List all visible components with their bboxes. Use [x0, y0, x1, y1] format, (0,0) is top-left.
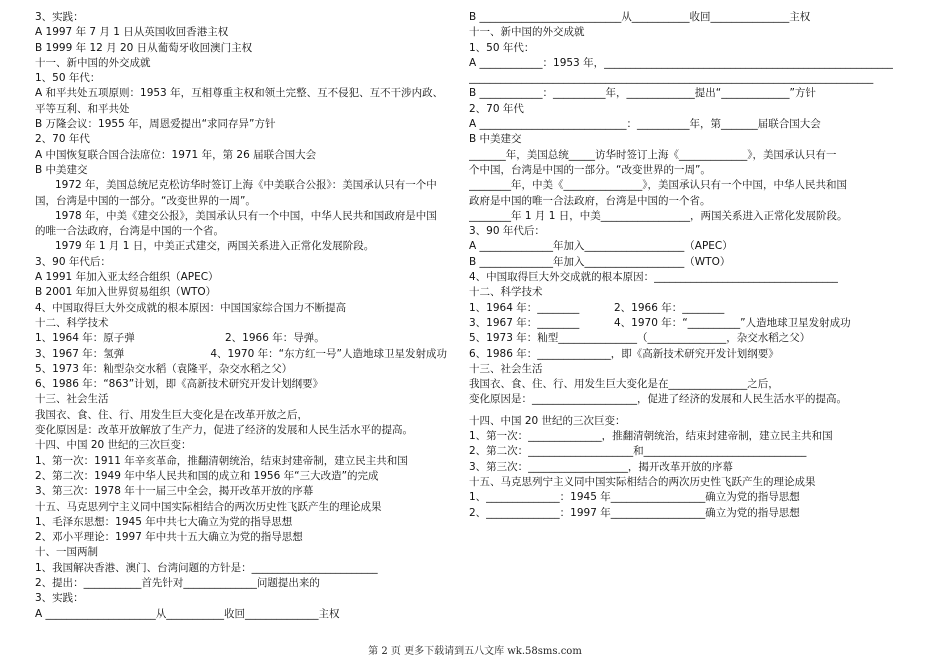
- section-heading: 十五、马克思列宁主义同中国实际相结合的两次历史性飞跃产生的理论成果: [469, 475, 816, 488]
- text-line: 的唯一合法政府，台湾是中国的一个省。: [35, 225, 224, 238]
- text-line: A _____________________从___________收回______________主权: [35, 607, 340, 620]
- section-heading: 十一、新中国的外交成就: [35, 56, 151, 69]
- text-line: 5、1973 年：籼型_______________（_______________，杂交水稻之父）: [469, 332, 811, 345]
- text-cell: 1、1964 年：原子弹: [35, 332, 135, 345]
- text-line: 3、实践：: [35, 11, 84, 23]
- section-heading: 十四、中国 20 世纪的三次巨变：: [35, 439, 192, 452]
- section-heading: 十五、马克思列宁主义同中国实际相结合的两次历史性飞跃产生的理论成果: [35, 500, 382, 513]
- text-line: 我国衣、食、住、行、用发生巨大变化是在改革开放之后，: [35, 408, 308, 421]
- text-line: 1、毛泽东思想：1945 年中共七大确立为党的指导思想: [35, 515, 293, 528]
- page-footer: 第 2 页 更多下载请到五八文库 wk.58sms.com: [368, 646, 582, 657]
- text-line: B 中美建交: [35, 163, 88, 176]
- text-line: A 1997 年 7 月 1 日从英国收回香港主权: [35, 26, 229, 39]
- text-line: 1、我国解决香港、澳门、台湾问题的方针是：________________________: [35, 561, 378, 574]
- text-line: 1、第一次：1911 年辛亥革命，推翻清朝统治，结束封建帝制，建立民主共和国: [35, 454, 408, 467]
- text-line: 2、70 年代: [35, 133, 90, 146]
- text-line: B 中美建交: [469, 133, 522, 146]
- text-line: 2、第二次：1949 年中华人民共和国的成立和 1956 年“三大改造”的完成: [35, 469, 379, 482]
- text-line: 我国衣、食、住、行、用发生巨大变化是在_______________之后，: [469, 378, 779, 391]
- text-line: 1979 年 1 月 1 日，中美正式建交，两国关系进入正常化发展阶段。: [55, 240, 375, 253]
- text-line: 4、中国取得巨大外交成就的根本原因：中国国家综合国力不断提高: [35, 301, 347, 314]
- text-line: 3、90 年代后：: [469, 225, 545, 238]
- text-row: [35, 347, 447, 362]
- text-line: 3、第三次：1978 年十一届三中全会，揭开改革开放的序幕: [35, 485, 314, 498]
- text-line: 4、中国取得巨大外交成就的根本原因：___________________________________: [469, 271, 838, 284]
- text-line: 平等互利、和平共处: [35, 102, 130, 115]
- text-line: ________年 1 月 1 日，中美_________________，两国关系进入正常化发展阶段。: [469, 209, 848, 222]
- text-line: ________年，中美《_______________》，美国承认只有一个中国，中华人民共和国: [469, 179, 847, 192]
- text-line: 3、第三次：___________________，揭开改革开放的序幕: [469, 460, 733, 473]
- text-cell: 3、1967 年：氢弹: [35, 347, 125, 360]
- text-cell: 2、1966 年：________: [614, 301, 725, 314]
- text-line: B 2001 年加入世界贸易组织（WTO）: [35, 286, 217, 299]
- section-heading: 十、一国两制: [35, 546, 98, 559]
- text-line: B 万隆会议：1955 年，周恩爱提出“求同存异”方针: [35, 118, 276, 131]
- text-line: B ______________年加入___________________（WTO）: [469, 255, 731, 268]
- text-line: 国，台湾是中国的一部分。“改变世界的一周”。: [35, 194, 256, 207]
- text-line: _____________________________________________________________________________: [469, 72, 874, 85]
- text-line: B ____________：__________年，_____________提出“_____________”方针: [469, 87, 816, 100]
- section-heading: 十一、新中国的外交成就: [469, 26, 585, 39]
- text-row: [469, 316, 894, 331]
- text-line: 1972 年，美国总统尼克松访华时签订上海《中美联合公报》：美国承认只有一个中: [55, 179, 437, 192]
- text-line: 3、90 年代后：: [35, 255, 111, 268]
- text-cell: 4、1970 年：“东方红一号”人造地球卫星发射成功: [210, 347, 447, 360]
- text-line: 1、50 年代：: [35, 72, 101, 85]
- text-row: [469, 301, 894, 316]
- text-cell: 1、1964 年：________: [469, 301, 580, 314]
- text-line: A 和平共处五项原则：1953 年，互相尊重主权和领土完整、互不侵犯、互不干涉内政、: [35, 87, 444, 100]
- section-heading: 十三、社会生活: [35, 393, 109, 406]
- text-cell: 4、1970 年：“__________”人造地球卫星发射成功: [614, 316, 851, 329]
- text-line: 1、第一次：______________，推翻清朝统治，结束封建帝制，建立民主共和国: [469, 430, 833, 443]
- text-line: 3、实践：: [35, 592, 84, 605]
- text-line: 2、提出：___________首先针对______________问题提出来的: [35, 576, 320, 589]
- text-cell: 3、1967 年：________: [469, 316, 580, 329]
- text-line: B ___________________________从___________收回_______________主权: [469, 11, 811, 23]
- section-heading: 十三、社会生活: [469, 362, 543, 375]
- text-line: A ____________________________：__________年，第_______届联合国大会: [469, 118, 821, 131]
- text-line: 2、邓小平理论：1997 年中共十五大确立为党的指导思想: [35, 531, 303, 544]
- text-line: A ______________年加入___________________（APEC）: [469, 240, 733, 253]
- left-column: [35, 10, 447, 622]
- text-cell: 2、1966 年：导弹。: [225, 332, 325, 345]
- text-line: A ____________：1953 年，_______________________________________________________: [469, 56, 893, 69]
- text-line: 6、1986 年：“863”计划，即《高新技术研究开发计划纲要》: [35, 378, 324, 391]
- text-line: A 中国恢复联合国合法席位：1971 年，第 26 届联合国大会: [35, 148, 317, 161]
- text-line: 2、第二次：____________________和_______________________________: [469, 445, 807, 458]
- section-heading: 十二、科学技术: [35, 316, 109, 329]
- section-heading: 十四、中国 20 世纪的三次巨变：: [469, 414, 626, 427]
- text-line: 6、1986 年：______________，即《高新技术研究开发计划纲要》: [469, 347, 779, 360]
- text-row: [35, 331, 447, 346]
- section-heading: 十二、科学技术: [469, 286, 543, 299]
- text-line: 2、70 年代: [469, 102, 524, 115]
- text-line: 个中国，台湾是中国的一部分。“改变世界的一周”。: [469, 163, 711, 176]
- text-line: 变化原因是：____________________，促进了经济的发展和人民生活水平的提高。: [469, 393, 847, 406]
- text-line: 变化原因是：改革开放解放了生产力，促进了经济的发展和人民生活水平的提高。: [35, 424, 413, 437]
- text-line: _______年，美国总统_____访华时签订上海《_____________》，美国承认只有一: [469, 148, 837, 161]
- text-line: 政府是中国的唯一合法政府，台湾是中国的一个省。: [469, 194, 711, 207]
- text-line: 2、______________：1997 年__________________确立为党的指导思想: [469, 506, 800, 519]
- text-line: 1、______________：1945 年__________________确立为党的指导思想: [469, 491, 800, 504]
- text-line: B 1999 年 12 月 20 日从葡萄牙收回澳门主权: [35, 41, 253, 54]
- text-line: 1978 年，中美《建交公报》，美国承认只有一个中国，中华人民共和国政府是中国: [55, 209, 437, 222]
- text-line: 1、50 年代：: [469, 41, 535, 54]
- text-line: A 1991 年加入亚太经合组织（APEC）: [35, 271, 219, 284]
- right-column: [469, 10, 894, 521]
- text-line: 5、1973 年：籼型杂交水稻（袁隆平，杂交水稻之父）: [35, 362, 293, 375]
